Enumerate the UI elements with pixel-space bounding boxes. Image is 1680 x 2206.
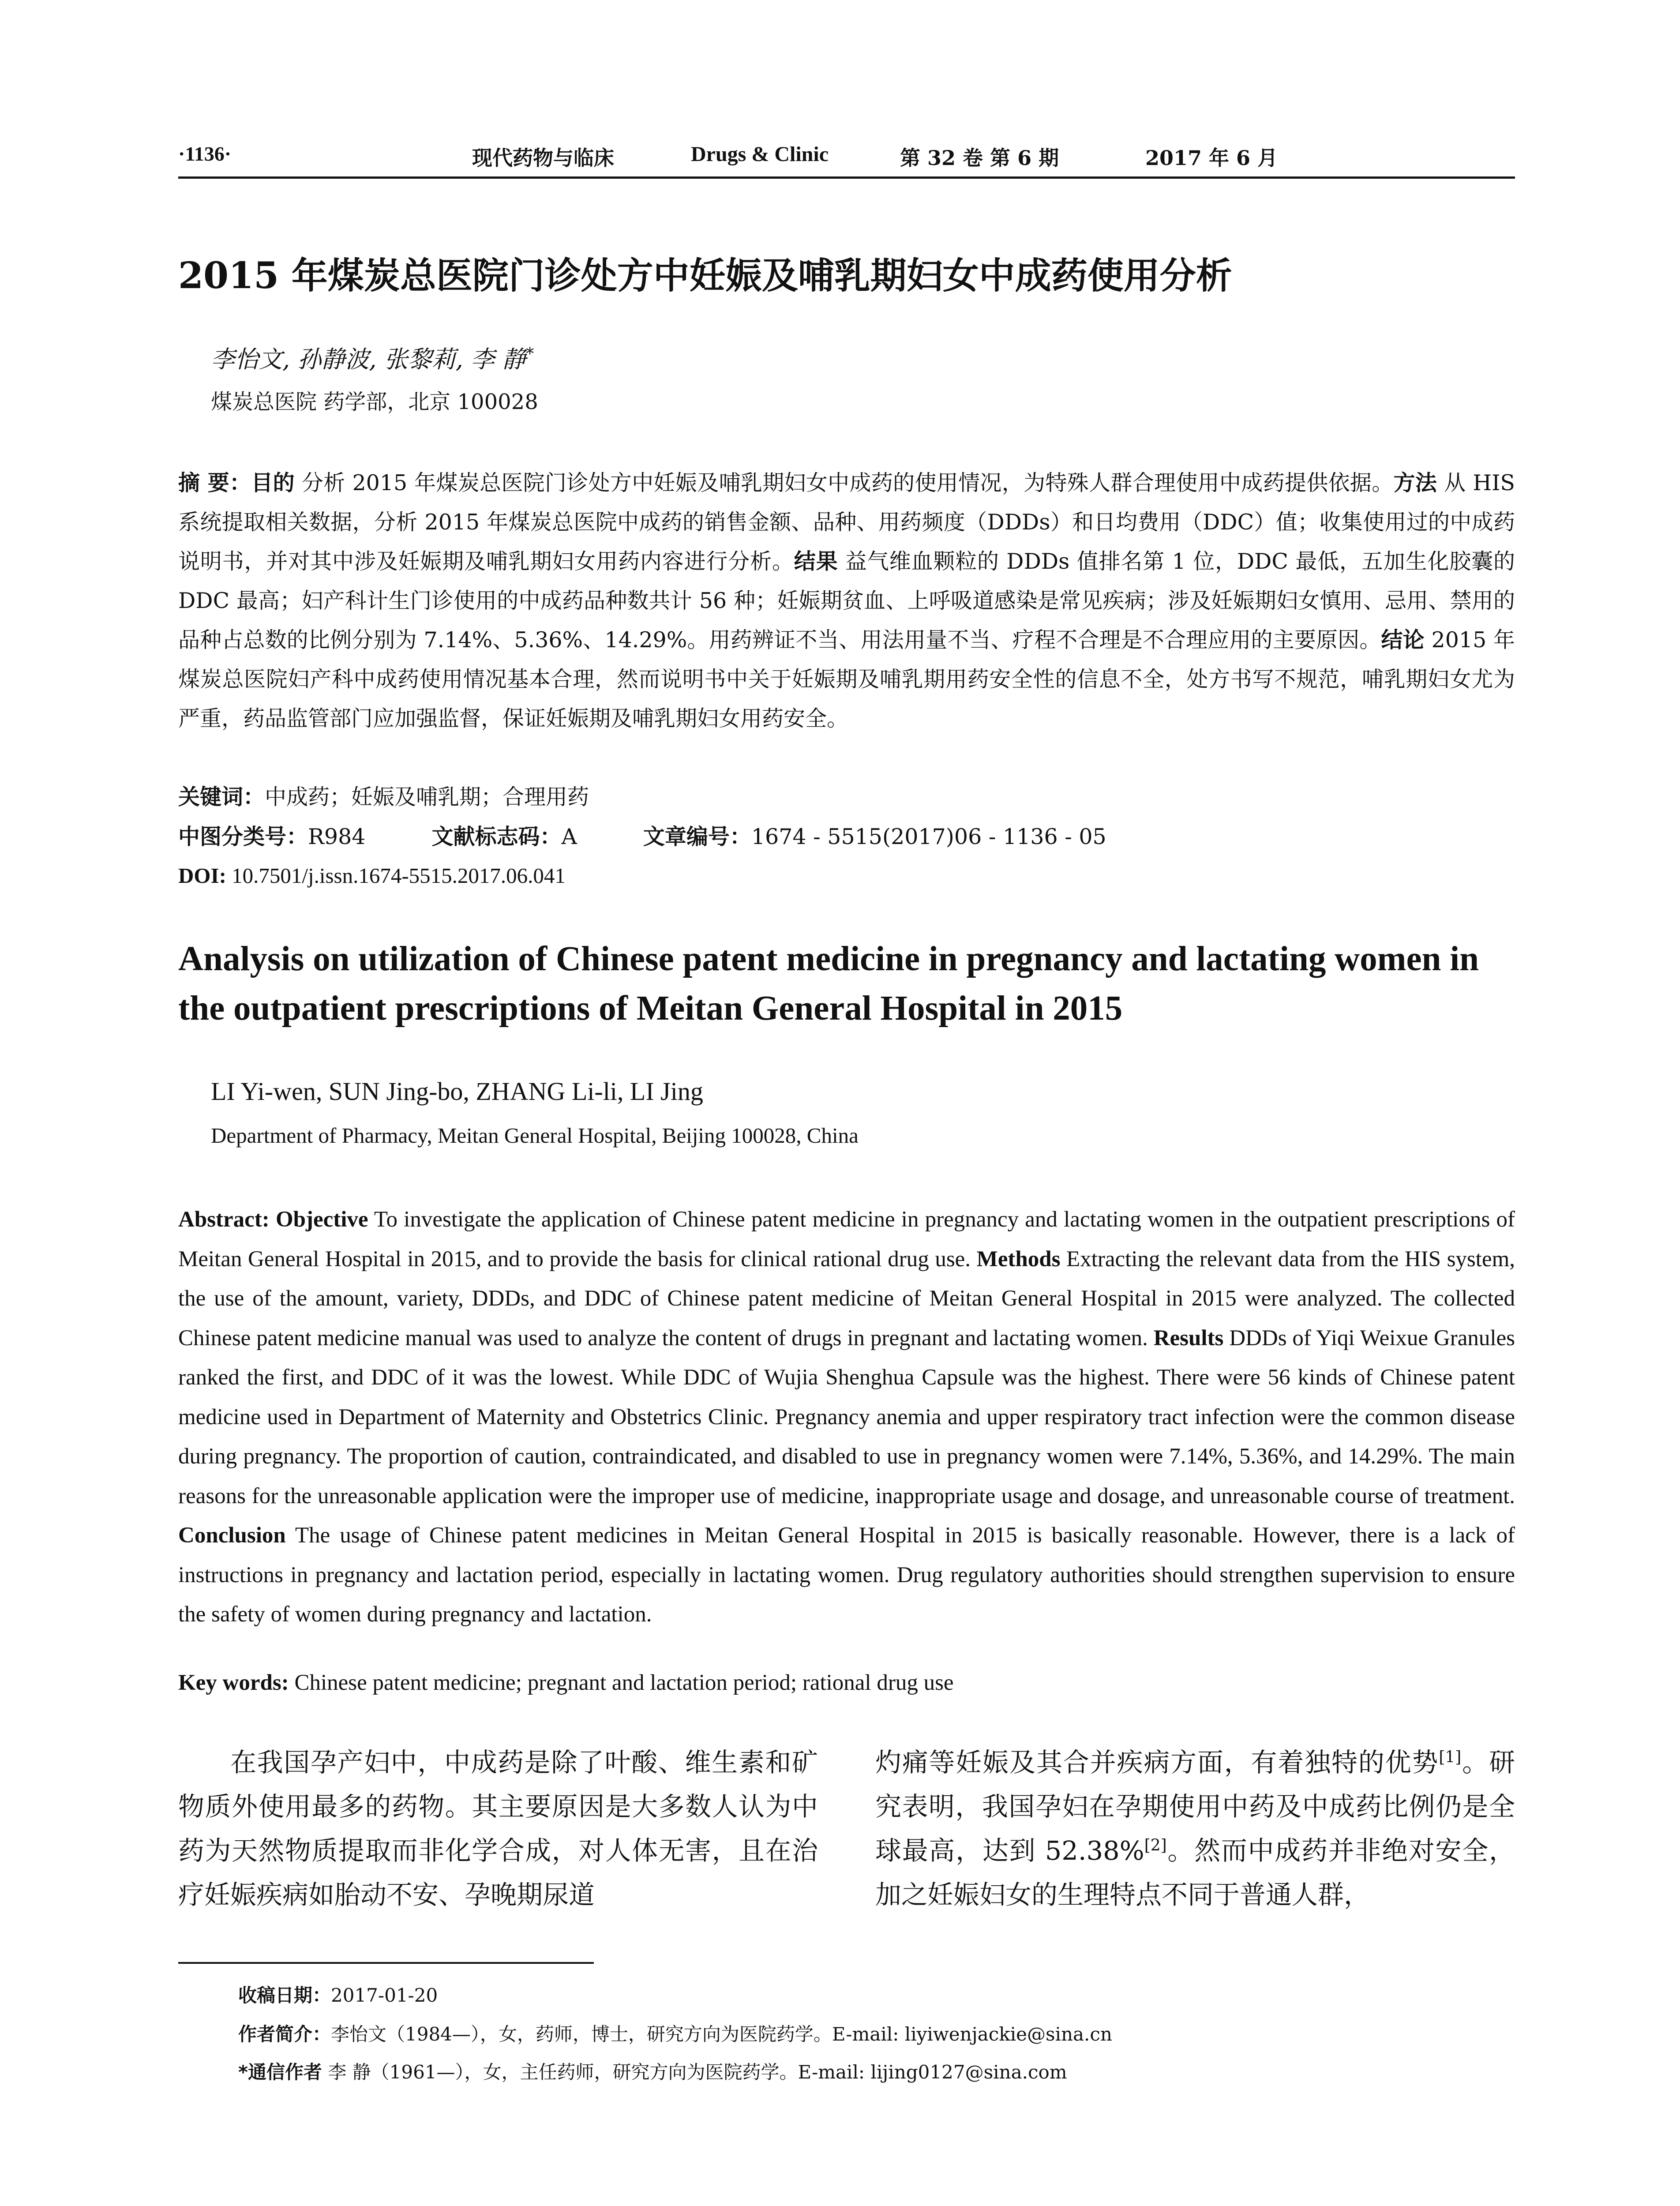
- authors-en: LI Yi-wen, SUN Jing-bo, ZHANG Li-li, LI Jing: [211, 1077, 703, 1106]
- conclusion-label-cn: 结论: [1381, 627, 1425, 653]
- keywords-cn-label: 关键词：: [178, 784, 265, 810]
- objective-text-cn: 分析 2015 年煤炭总医院门诊处方中妊娠及哺乳期妇女中成药的使用情况，为特殊人群合理使用中成药提供依据。: [295, 470, 1394, 495]
- citation-2[interactable]: [2]: [1144, 1836, 1167, 1855]
- affiliation-en: Department of Pharmacy, Meitan General Hospital, Beijing 100028, China: [211, 1123, 859, 1148]
- abstract-en-label: Abstract: Objective: [178, 1207, 368, 1232]
- doc-code-value: A: [561, 824, 577, 849]
- citation-1[interactable]: [1]: [1439, 1748, 1462, 1767]
- affiliation-cn: 煤炭总医院 药学部，北京 100028: [211, 390, 538, 414]
- doi-value[interactable]: 10.7501/j.issn.1674-5515.2017.06.041: [226, 863, 566, 888]
- article-title-en: Analysis on utilization of Chinese patent medicine in pregnancy and lactating women in the outpatient prescriptions of Meitan General Hospital in 2015: [178, 940, 1479, 1028]
- methods-label-cn: 方法: [1393, 470, 1437, 495]
- conclusion-text-cn: 2015 年煤炭总医院妇产科中成药使用情况基本合理，然而说明书中关于妊娠期及哺乳期用药安全性的信息不全，处方书写不规范，哺乳期妇女尤为严重，药品监管部门应加强监督，保证妊娠期及哺乳期妇女用药安全。: [178, 627, 1515, 731]
- results-text-cn: 益气维血颗粒的 DDDs 值排名第 1 位，DDC 最低，五加生化胶囊的 DDC 最高；妇产科计生门诊使用的中成药品种数共计 56 种；妊娠期贫血、上呼吸道感染是常见疾病；涉及妊娠期妇女慎用、忌用、禁用的品种占总数的比例分别为 7.14%、5.36%、14.29%。用药辨证不当、用法用量不当、疗程不合理是不合理应用的主要原因。: [178, 549, 1515, 653]
- conclusion-label-en: Conclusion: [178, 1523, 286, 1548]
- body-column-left: 在我国孕产妇中，中成药是除了叶酸、维生素和矿物质外使用最多的药物。其主要原因是大多数人认为中药为天然物质提取而非化学合成，对人体无害，且在治疗妊娠疾病如胎动不安、孕晚期尿道: [178, 1747, 818, 1910]
- conclusion-text-en: The usage of Chinese patent medicines in Meitan General Hospital in 2015 is basically reasonable. However, there is a lack of instructions in pregnancy and lactation period, especially in lactating women. Drug regulatory authorities should strengthen supervision to ensure the safety of women during pregnancy and lactation.: [178, 1523, 1515, 1627]
- doc-code-item: [431, 817, 577, 856]
- classification-row: [178, 817, 1515, 856]
- page-number: ·1136·: [178, 143, 232, 165]
- clc-item: [178, 817, 365, 856]
- journal-name-cn: 现代药物与临床: [472, 146, 614, 170]
- keywords-en-label: Key words:: [178, 1670, 289, 1695]
- corresponding-mark: *: [526, 345, 534, 363]
- abstract-cn-label: 摘 要：: [178, 470, 251, 495]
- footnote-received: [238, 1981, 438, 2007]
- doc-code-label: 文献标志码：: [431, 824, 562, 849]
- methods-label-en: Methods: [976, 1246, 1061, 1272]
- keywords-cn: [178, 777, 1515, 817]
- abstract-en: [178, 1200, 1515, 1635]
- journal-issue: 第 32 卷 第 6 期: [900, 146, 1059, 170]
- results-label-cn: 结果: [794, 549, 838, 574]
- footnote-rule: [178, 1962, 594, 1964]
- authors-cn-names: 李怡文, 孙静波, 张黎莉, 李 静: [211, 345, 526, 373]
- keywords-cn-text: 中成药；妊娠及哺乳期；合理用药: [265, 784, 589, 810]
- footnote-corresponding: [238, 2058, 1067, 2084]
- journal-name-en: Drugs & Clinic: [691, 143, 829, 166]
- author-bio-text: 李怡文（1984—），女，药师，博士，研究方向为医院药学。E-mail: liyiwenjackie@sina.cn: [331, 2023, 1112, 2045]
- body-right-text-2: 。研究表明，我国孕妇在孕期使用中药及中成药比例仍是全球最高，达到 52.38%: [875, 1747, 1515, 1866]
- objective-label-cn: 目的: [251, 470, 295, 495]
- methods-text-en: Extracting the relevant data from the HIS system, the use of the amount, variety, DDDs, and DDC of Chinese patent medicine of Meitan General Hospital in 2015 were analyzed. The collected Chinese patent medicine manual was used to analyze the content of drugs in pregnant and lactating women.: [178, 1246, 1515, 1351]
- keywords-en: [178, 1663, 1515, 1703]
- footnote-author-bio: [238, 2020, 1112, 2046]
- results-label-en: Results: [1153, 1325, 1224, 1351]
- doi-line: [178, 856, 1515, 895]
- clc-value: R984: [308, 824, 366, 849]
- authors-cn: [211, 341, 534, 375]
- clc-label: 中图分类号：: [178, 824, 308, 849]
- corresponding-text: 李 静（1961—），女，主任药师，研究方向为医院药学。E-mail: lijing0127@sina.com: [322, 2061, 1067, 2083]
- article-no-item: [643, 817, 1106, 856]
- doi-label: DOI:: [178, 863, 226, 888]
- methods-text-cn: 从 HIS 系统提取相关数据，分析 2015 年煤炭总医院中成药的销售金额、品种、用药频度（DDDs）和日均费用（DDC）值；收集使用过的中成药说明书，并对其中涉及妊娠期及哺乳期妇女用药内容进行分析。: [178, 470, 1515, 574]
- article-no-value: 1674 - 5515(2017)06 - 1136 - 05: [751, 824, 1106, 849]
- journal-date: 2017 年 6 月: [1145, 146, 1278, 170]
- abstract-cn: [178, 463, 1515, 738]
- corresponding-label: *通信作者: [238, 2061, 322, 2083]
- article-no-label: 文章编号：: [643, 824, 751, 849]
- objective-text-en: To investigate the application of Chinese patent medicine in pregnancy and lactating women in the outpatient prescriptions of Meitan General Hospital in 2015, and to provide the basis for clinical rational drug use.: [178, 1207, 1515, 1272]
- article-title-cn: 2015 年煤炭总医院门诊处方中妊娠及哺乳期妇女中成药使用分析: [178, 255, 1232, 297]
- body-right-text-1: 灼痛等妊娠及其合并疾病方面，有着独特的优势: [875, 1747, 1439, 1778]
- results-text-en: DDDs of Yiqi Weixue Granules ranked the first, and DDC of it was the lowest. While DDC of Wujia Shenghua Capsule was the highest. There were 56 kinds of Chinese patent medicine used in Department of Maternity and Obstetrics Clinic. Pregnancy anemia and upper respiratory tract infection were the common disease during pregnancy. The proportion of caution, contraindicated, and disabled to use in pregnancy women were 7.14%, 5.36%, and 14.29%. The main reasons for the unreasonable application were the improper use of medicine, inappropriate usage and dosage, and unreasonable course of treatment.: [178, 1325, 1515, 1508]
- keywords-en-text: Chinese patent medicine; pregnant and lactation period; rational drug use: [289, 1670, 954, 1695]
- received-date: 2017-01-20: [331, 1985, 438, 2006]
- body-right-text-3: 。然而中成药并非绝对安全，加之妊娠妇女的生理特点不同于普通人群，: [875, 1835, 1515, 1910]
- received-label: 收稿日期：: [238, 1985, 331, 2006]
- author-bio-label: 作者简介：: [238, 2023, 331, 2045]
- body-column-right: [875, 1741, 1515, 1917]
- header-rule: [178, 176, 1515, 179]
